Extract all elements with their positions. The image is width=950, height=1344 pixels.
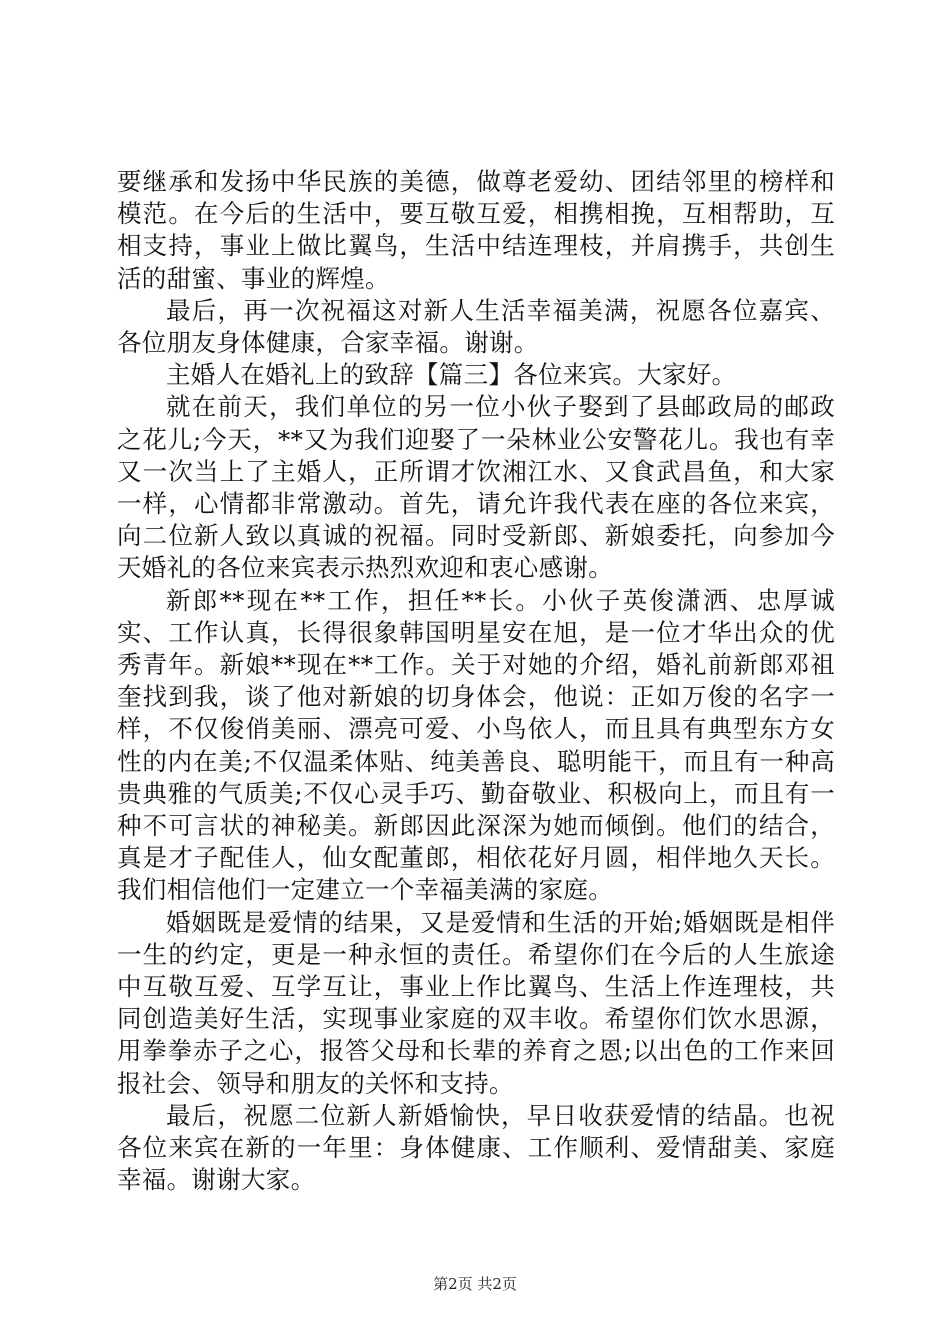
page-number-footer: 第2页 共2页 bbox=[433, 1275, 517, 1293]
paragraph: 主婚人在婚礼上的致辞【篇三】各位来宾。大家好。 bbox=[166, 360, 737, 390]
paragraph: 要继承和发扬中华民族的美德，做尊老爱幼、团结邻里的榜样和模范。在今后的生活中，要互敬互爱，相携相挽，互相帮助，互相支持，事业上做比翼鸟，生活中结连理枝，并肩携手，共创生活的甜蜜、事业的辉煌。 bbox=[117, 167, 835, 293]
paragraph: 最后，再一次祝福这对新人生活幸福美满，祝愿各位嘉宾、各位朋友身体健康，合家幸福。谢谢。 bbox=[117, 295, 835, 358]
paragraph: 婚姻既是爱情的结果，又是爱情和生活的开始;婚姻既是相伴一生的约定，更是一种永恒的责任。希望你们在今后的人生旅途中互敬互爱、互学互让，事业上作比翼鸟、生活上作连理枝，共同创造美好生活，实现事业家庭的双丰收。希望你们饮水思源，用拳拳赤子之心，报答父母和长辈的养育之恩;以出色的工作来回报社会、领导和朋友的关怀和支持。 bbox=[117, 907, 835, 1098]
document-body bbox=[117, 166, 835, 1197]
paragraph: 新郎**现在**工作，担任**长。小伙子英俊潇洒、忠厚诚实、工作认真，长得很象韩国明星安在旭，是一位才华出众的优秀青年。新娘**现在**工作。关于对她的介绍，婚礼前新郎邓祖奎找到我，谈了他对新娘的切身体会，他说：正如万俊的名字一样，不仅俊俏美丽、漂亮可爱、小鸟依人，而且具有典型东方女性的内在美;不仅温柔体贴、纯美善良、聪明能干，而且有一种高贵典雅的气质美;不仅心灵手巧、勤奋敬业、积极向上，而且有一种不可言状的神秘美。新郎因此深深为她而倾倒。他们的结合，真是才子配佳人，仙女配董郎，相依花好月圆，相伴地久天长。我们相信他们一定建立一个幸福美满的家庭。 bbox=[117, 585, 835, 905]
paragraph: 最后，祝愿二位新人新婚愉快，早日收获爱情的结晶。也祝各位来宾在新的一年里：身体健康、工作顺利、爱情甜美、家庭幸福。谢谢大家。 bbox=[117, 1100, 835, 1195]
paragraph: 就在前天，我们单位的另一位小伙子娶到了县邮政局的邮政之花儿;今天，**又为我们迎娶了一朵林业公安警花儿。我也有幸又一次当上了主婚人，正所谓才饮湘江水、又食武昌鱼，和大家一样，心情都非常激动。首先，请允许我代表在座的各位来宾，向二位新人致以真诚的祝福。同时受新郎、新娘委托，向参加今天婚礼的各位来宾表示热烈欢迎和衷心感谢。 bbox=[117, 392, 835, 583]
